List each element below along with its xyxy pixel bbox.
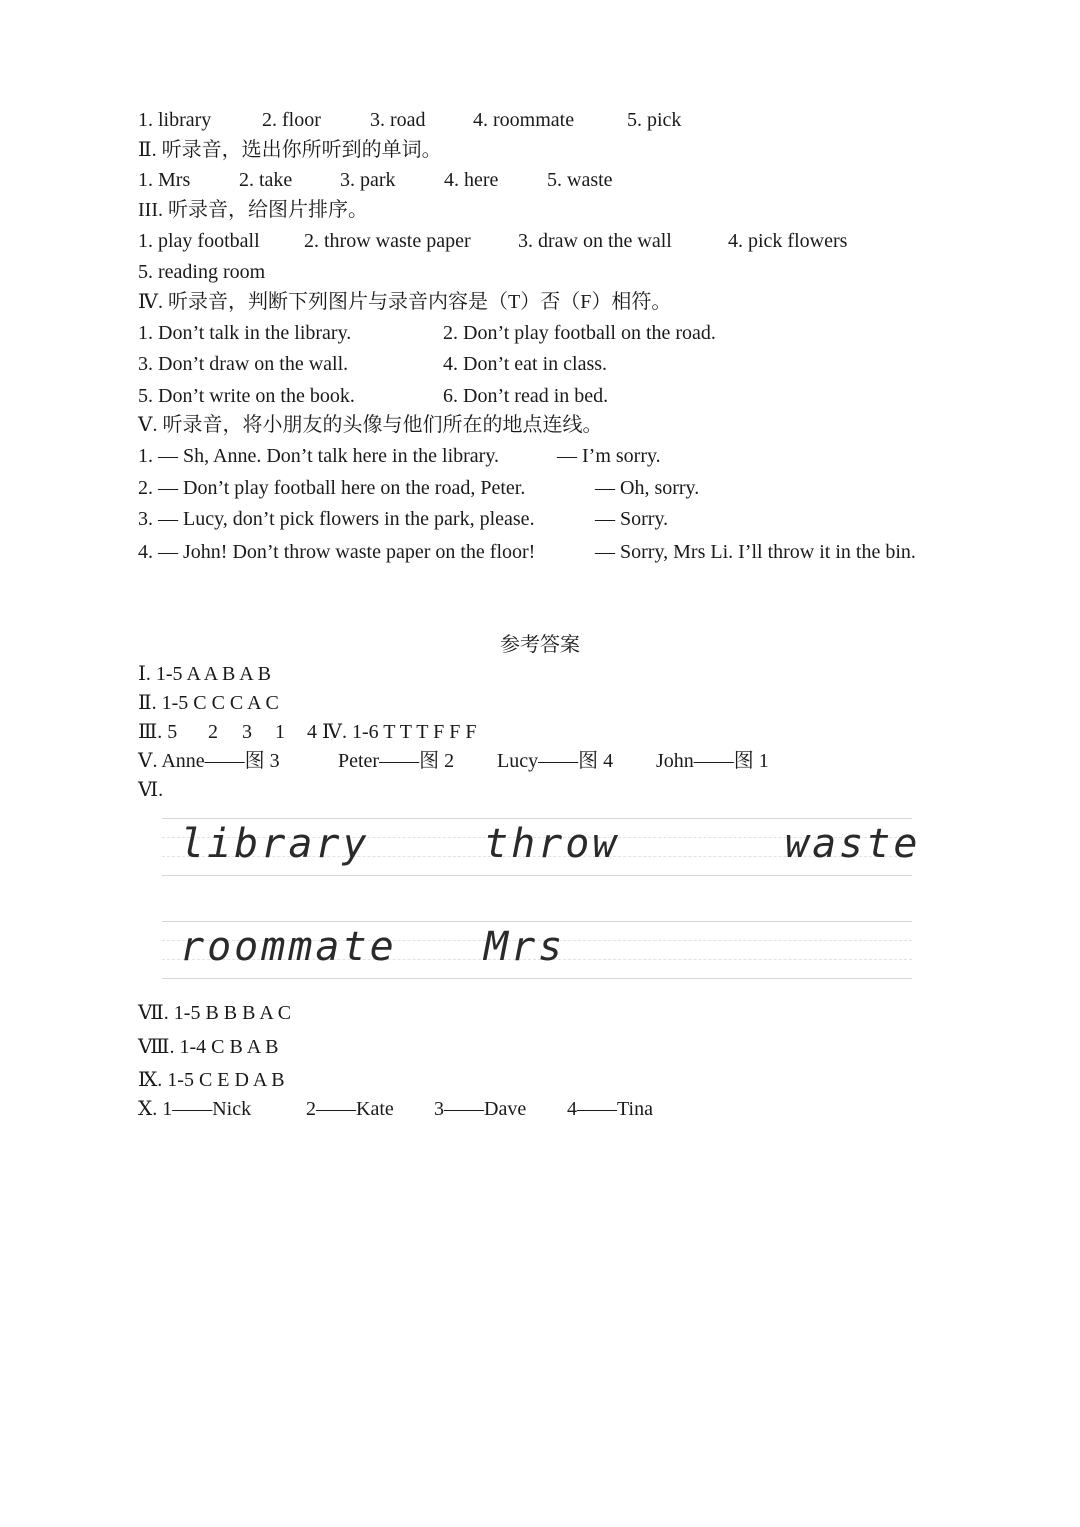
answer-line: Ⅸ. 1-5 C E D A B bbox=[138, 1069, 285, 1091]
phrase-item: 3. draw on the wall bbox=[518, 230, 672, 252]
answer-item: Peter——图 2 bbox=[338, 750, 455, 772]
section-heading-2: Ⅱ. 听录音，选出你所听到的单词。 bbox=[138, 139, 442, 161]
dialogue-reply: — Oh, sorry. bbox=[595, 477, 700, 499]
phrase-item: 2. throw waste paper bbox=[304, 230, 471, 252]
answer-item: 4——Tina bbox=[567, 1098, 653, 1120]
word-item: 5. pick bbox=[627, 109, 682, 131]
sentence-item: 1. Don’t talk in the library. bbox=[138, 322, 352, 344]
answer-item: Ⅴ. Anne——图 3 bbox=[138, 750, 280, 772]
phrase-item: 4. pick flowers bbox=[728, 230, 848, 252]
dialogue-line: 3. — Lucy, don’t pick flowers in the park, please. bbox=[138, 508, 535, 530]
word-item: 4. here bbox=[444, 169, 499, 191]
sentence-item: 4. Don’t eat in class. bbox=[443, 353, 608, 375]
sentence-item: 2. Don’t play football on the road. bbox=[443, 322, 716, 344]
section-heading-5: Ⅴ. 听录音，将小朋友的头像与他们所在的地点连线。 bbox=[138, 414, 603, 436]
sentence-item: 3. Don’t draw on the wall. bbox=[138, 353, 349, 375]
answer-item: 2——Kate bbox=[306, 1098, 394, 1120]
answer-item: 2 bbox=[208, 721, 218, 743]
word-item: 2. take bbox=[239, 169, 293, 191]
answer-item: 1 bbox=[275, 721, 285, 743]
dialogue-reply: — Sorry. bbox=[595, 508, 669, 530]
answer-line: Ⅶ. 1-5 B B B A C bbox=[138, 1002, 292, 1024]
handwriting-word: roommate bbox=[180, 924, 397, 970]
handwriting-word: throw bbox=[484, 821, 620, 867]
answer-item: John——图 1 bbox=[656, 750, 769, 772]
answer-item: Ⅹ. 1——Nick bbox=[138, 1098, 252, 1120]
word-item: 2. floor bbox=[262, 109, 321, 131]
word-item: 5. waste bbox=[547, 169, 613, 191]
dialogue-reply: — I’m sorry. bbox=[557, 445, 661, 467]
word-item: 1. library bbox=[138, 109, 212, 131]
handwriting-word: Mrs bbox=[484, 924, 566, 970]
answer-item: Ⅲ. 5 bbox=[138, 721, 178, 743]
answers-title: 参考答案 bbox=[500, 634, 580, 656]
word-item: 1. Mrs bbox=[138, 169, 191, 191]
sentence-item: 6. Don’t read in bed. bbox=[443, 385, 609, 407]
dialogue-line: 1. — Sh, Anne. Don’t talk here in the library. bbox=[138, 445, 500, 467]
word-item: 3. road bbox=[370, 109, 426, 131]
handwriting-word: waste bbox=[785, 821, 921, 867]
dialogue-line: 2. — Don’t play football here on the road, Peter. bbox=[138, 477, 526, 499]
answer-item: Lucy——图 4 bbox=[497, 750, 614, 772]
answer-line: Ⅱ. 1-5 C C C A C bbox=[138, 692, 279, 714]
answer-line: Ⅷ. 1-4 C B A B bbox=[138, 1036, 279, 1058]
answer-item: 4 Ⅳ. 1-6 T T T F F F bbox=[307, 721, 477, 743]
answer-item: 3 bbox=[242, 721, 252, 743]
handwriting-word: library bbox=[180, 821, 370, 867]
phrase-item: 1. play football bbox=[138, 230, 260, 252]
section-heading-3: III. 听录音，给图片排序。 bbox=[138, 199, 368, 221]
word-item: 3. park bbox=[340, 169, 396, 191]
handwriting-grid-1 bbox=[162, 818, 921, 876]
phrase-item: 5. reading room bbox=[138, 261, 266, 283]
answer-item: 3——Dave bbox=[434, 1098, 527, 1120]
word-item: 4. roommate bbox=[473, 109, 575, 131]
answer-line: Ⅰ. 1-5 A A B A B bbox=[138, 663, 271, 685]
section-heading-4: Ⅳ. 听录音，判断下列图片与录音内容是（T）否（F）相符。 bbox=[138, 291, 672, 313]
dialogue-reply: — Sorry, Mrs Li. I’ll throw it in the bin. bbox=[595, 541, 916, 563]
answer-line: Ⅵ. bbox=[138, 779, 164, 801]
sentence-item: 5. Don’t write on the book. bbox=[138, 385, 355, 407]
dialogue-line: 4. — John! Don’t throw waste paper on the floor! bbox=[138, 541, 536, 563]
handwriting-grid-2 bbox=[162, 921, 912, 979]
